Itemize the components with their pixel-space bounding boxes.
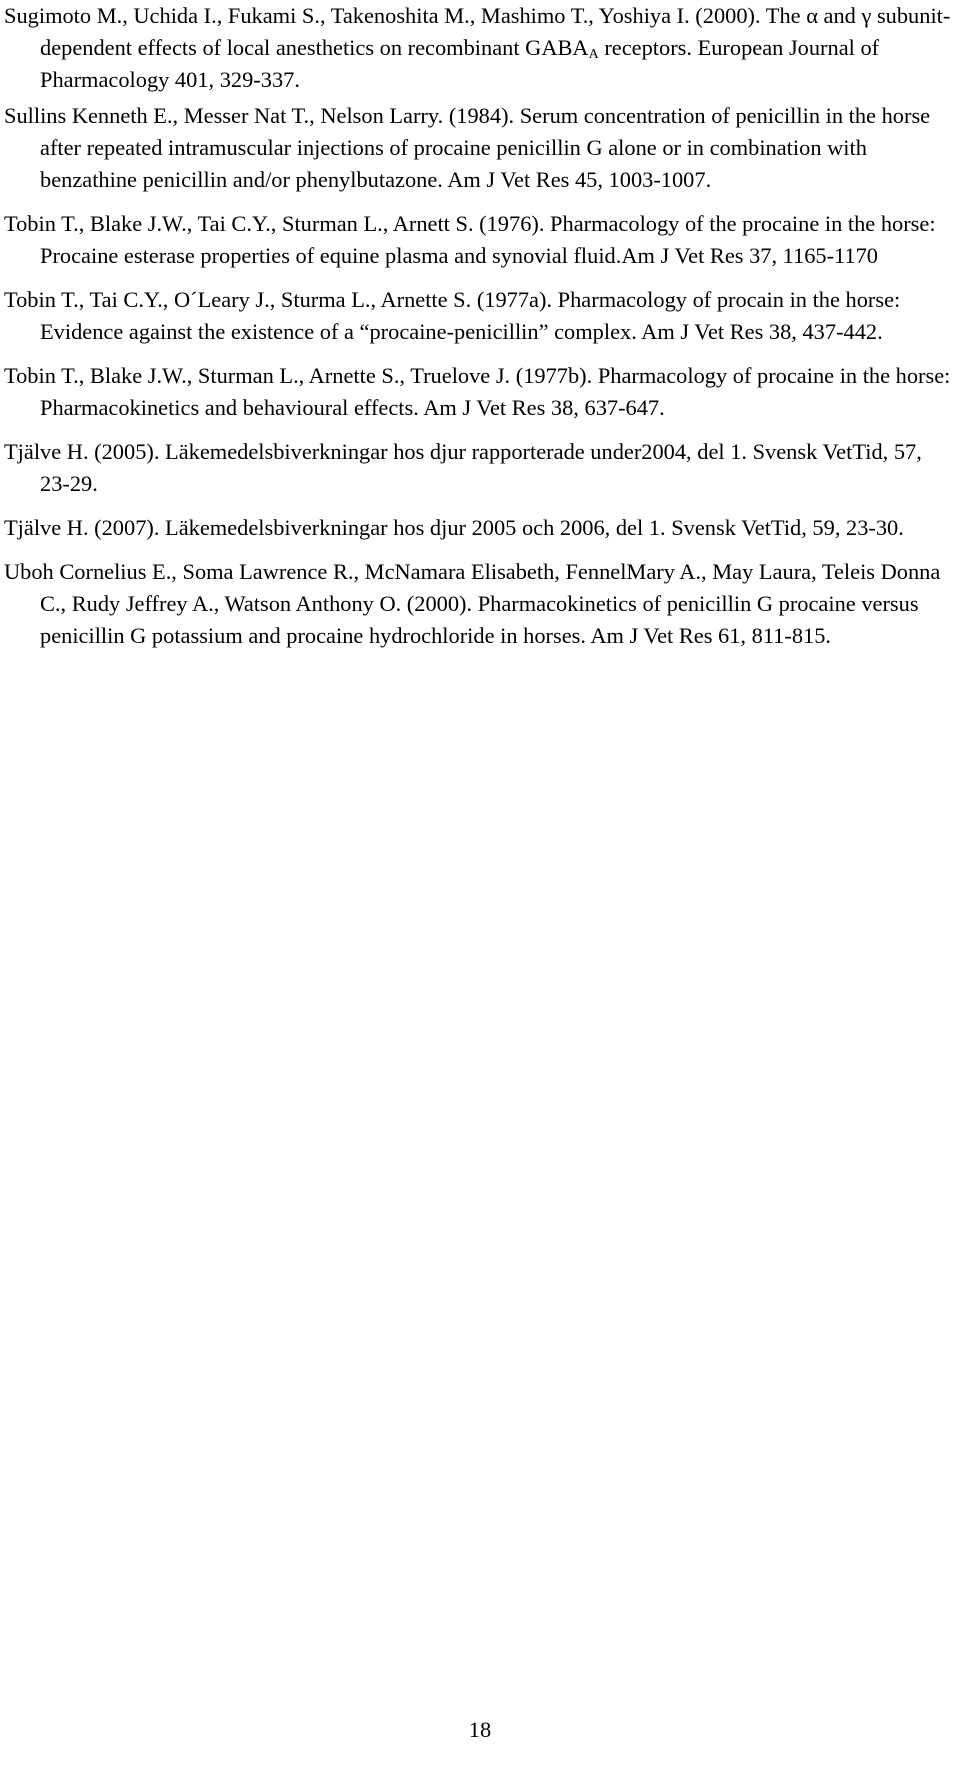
- page-number: 18: [468, 1717, 492, 1742]
- reference-tjalve-2005: Tjälve H. (2005). Läkemedelsbiverkningar hos djur rapporterade under2004, del 1. Svensk VetTid, 57, 23-29.: [4, 439, 922, 496]
- reference-tobin-1976: Tobin T., Blake J.W., Tai C.Y., Sturman L., Arnett S. (1976). Pharmacology of the procaine in the horse: Procaine esterase properties of equine plasma and synovial fluid.Am J Vet Res 37, 1165-1170: [4, 211, 936, 268]
- reference-list: [4, 0, 954, 652]
- subscript-a: A: [588, 47, 599, 62]
- reference-sullins-1984: Sullins Kenneth E., Messer Nat T., Nelson Larry. (1984). Serum concentration of penicillin in the horse after repeated intramuscular injections of procaine penicillin G alone or in combination with benzathine penicillin and/or phenylbutazone. Am J Vet Res 45, 1003-1007.: [4, 103, 931, 192]
- reference-uboh-2000: Uboh Cornelius E., Soma Lawrence R., McNamara Elisabeth, FennelMary A., May Laura, Teleis Donna C., Rudy Jeffrey A., Watson Anthony O. (2000). Pharmacokinetics of penicillin G procaine versus penicillin G potassium and procaine hydrochloride in horses. Am J Vet Res 61, 811-815.: [4, 559, 941, 648]
- reference-text-continued: receptors. European Journal of Pharmacology 401, 329-337.: [40, 35, 880, 92]
- reference-text: Sugimoto M., Uchida I., Fukami S., Takenoshita M., Mashimo T., Yoshiya I. (2000). The α and γ subunit-dependent effects of local anesthetics on recombinant GABA: [4, 3, 951, 60]
- reference-tjalve-2007: Tjälve H. (2007). Läkemedelsbiverkningar hos djur 2005 och 2006, del 1. Svensk VetTid, 59, 23-30.: [4, 515, 904, 540]
- reference-sugimoto-2000: [4, 0, 954, 96]
- reference-tobin-1977a: Tobin T., Tai C.Y., O´Leary J., Sturma L., Arnette S. (1977a). Pharmacology of procain in the horse: Evidence against the existence of a “procaine-penicillin” complex. Am J Vet Res 38, 437-442.: [4, 287, 901, 344]
- reference-tobin-1977b: Tobin T., Blake J.W., Sturman L., Arnette S., Truelove J. (1977b). Pharmacology of procaine in the horse: Pharmacokinetics and behavioural effects. Am J Vet Res 38, 637-647.: [4, 363, 951, 420]
